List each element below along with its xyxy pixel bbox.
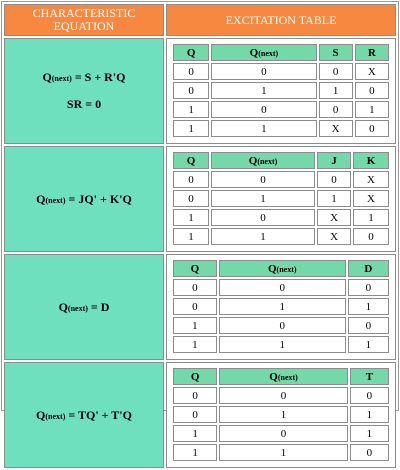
table-cell: 1 [317, 190, 351, 207]
table-cell: X [355, 63, 389, 80]
column-header-label: Q [269, 370, 278, 383]
characteristic-equation [5, 408, 163, 423]
table-cell: 1 [219, 444, 347, 461]
table-cell: 0 [219, 425, 347, 442]
equation-variable: Q [42, 70, 52, 84]
column-header-label: K [366, 154, 376, 167]
equation-subscript: (next) [45, 195, 66, 205]
table-row [173, 171, 389, 188]
column-header-label: Q [186, 46, 196, 59]
flip-flop-reference-table [1, 1, 399, 459]
excitation-header-row [173, 368, 389, 385]
table-row [173, 101, 389, 118]
table-cell: 1 [173, 425, 217, 442]
table-cell: 1 [219, 336, 346, 353]
table-cell: 1 [173, 444, 217, 461]
header-row [4, 4, 396, 36]
column-header-label: T [365, 370, 374, 383]
table-cell: 1 [355, 101, 389, 118]
equation-subscript: (next) [45, 411, 66, 421]
table-row [173, 82, 389, 99]
equation-subscript: (next) [67, 303, 88, 313]
table-row [173, 336, 389, 353]
table-cell: 0 [219, 387, 347, 404]
table-cell: 0 [319, 63, 353, 80]
table-cell: 0 [348, 317, 389, 334]
column-header [317, 152, 351, 169]
excitation-table-sr [171, 42, 391, 139]
table-row [173, 63, 389, 80]
characteristic-equation-cell [4, 146, 164, 252]
excitation-header-row [173, 260, 389, 277]
table-row [173, 425, 389, 442]
column-header-subscript: (next) [276, 264, 297, 274]
equation-expression: = TQ' + T'Q [65, 407, 132, 422]
column-header [319, 44, 353, 61]
column-header-label: Q [186, 154, 196, 167]
table-cell: 1 [173, 209, 209, 226]
table-row [173, 190, 389, 207]
table-cell: 0 [219, 279, 346, 296]
column-header [219, 260, 346, 277]
column-header-label: J [331, 154, 337, 167]
excitation-table-cell [166, 38, 396, 144]
equation-expression: = JQ' + K'Q [65, 191, 132, 206]
table-cell: 0 [173, 171, 209, 188]
sections-body [4, 38, 396, 468]
column-header [353, 152, 389, 169]
column-header [173, 260, 217, 277]
table-row [173, 444, 389, 461]
column-header [211, 152, 315, 169]
table-row [173, 209, 389, 226]
column-header-subscript: (next) [257, 156, 278, 166]
table-cell: 1 [319, 82, 353, 99]
table-row [173, 406, 389, 423]
table-cell: 1 [173, 101, 209, 118]
table-cell: 0 [317, 171, 351, 188]
excitation-header-row [173, 152, 389, 169]
excitation-table-header: EXCITATION TABLE [166, 4, 396, 36]
section-row-t [4, 362, 396, 468]
column-header-label: Q [267, 262, 277, 275]
table-row [173, 298, 389, 315]
characteristic-equation [5, 192, 163, 207]
table-cell: 0 [319, 101, 353, 118]
table-cell: 0 [350, 387, 389, 404]
section-row-sr [4, 38, 396, 144]
table-cell: 0 [211, 63, 316, 80]
column-header [211, 44, 316, 61]
table-cell: 1 [173, 228, 209, 245]
table-cell: 0 [173, 82, 209, 99]
characteristic-equation-header: CHARACTERISTIC EQUATION [4, 4, 164, 36]
column-header-label: Q [249, 46, 259, 59]
column-header [348, 260, 389, 277]
equation-variable: Q [36, 191, 46, 206]
table-cell: 1 [350, 406, 389, 423]
table-cell: X [353, 171, 389, 188]
table-cell: 1 [219, 298, 346, 315]
table-cell: 0 [173, 190, 209, 207]
column-header [173, 368, 217, 385]
table-cell: X [353, 190, 389, 207]
excitation-header-row [173, 44, 389, 61]
excitation-table-jk [171, 150, 391, 247]
equation-variable: Q [36, 407, 46, 422]
table-cell: 1 [348, 298, 389, 315]
excitation-table-d [171, 258, 391, 355]
column-header-label: Q [248, 154, 258, 167]
table-cell: 1 [173, 336, 217, 353]
table-cell: 1 [348, 336, 389, 353]
table-row [173, 317, 389, 334]
table-cell: 0 [355, 120, 389, 137]
table-cell: 0 [173, 387, 217, 404]
column-header [219, 368, 347, 385]
table-cell: 1 [211, 82, 316, 99]
table-cell: 1 [173, 317, 217, 334]
table-cell: 1 [211, 228, 315, 245]
table-cell: X [317, 209, 351, 226]
table-cell: 0 [350, 444, 389, 461]
equation-variable: Q [58, 299, 68, 314]
table-cell: 0 [355, 82, 389, 99]
table-cell: 0 [348, 279, 389, 296]
table-cell: 0 [353, 228, 389, 245]
excitation-table-cell [166, 146, 396, 252]
table-cell: 0 [219, 317, 346, 334]
table-cell: 1 [211, 190, 315, 207]
column-header-label: Q [190, 370, 200, 383]
table-row [173, 387, 389, 404]
table-cell: 0 [173, 298, 217, 315]
column-header-label: R [367, 46, 376, 59]
characteristic-equation [5, 300, 163, 315]
column-header [350, 368, 389, 385]
table-cell: X [317, 228, 351, 245]
column-header [173, 152, 209, 169]
characteristic-equation-cell [4, 254, 164, 360]
column-header [173, 44, 209, 61]
column-header-label: S [332, 46, 339, 59]
column-header-subscript: (next) [277, 372, 298, 382]
equation-expression: = D [87, 299, 110, 314]
equation-expression: = S + R'Q [71, 70, 126, 84]
table-row [173, 228, 389, 245]
table-row [173, 279, 389, 296]
equation-subscript: (next) [51, 74, 72, 83]
table-cell: X [319, 120, 353, 137]
outer-table [2, 2, 398, 470]
characteristic-equation-cell [4, 38, 164, 144]
table-cell: 1 [350, 425, 389, 442]
table-cell: 1 [173, 120, 209, 137]
column-header-subscript: (next) [258, 48, 279, 58]
table-cell: 0 [173, 406, 217, 423]
column-header-label: Q [190, 262, 200, 275]
table-cell: 0 [173, 279, 217, 296]
table-cell: 0 [211, 171, 315, 188]
characteristic-equation [5, 70, 163, 85]
table-cell: 0 [173, 63, 209, 80]
column-header [355, 44, 389, 61]
table-cell: 1 [219, 406, 347, 423]
table-cell: 1 [353, 209, 389, 226]
column-header-label: D [364, 262, 373, 275]
table-cell: 0 [211, 209, 315, 226]
excitation-table-cell [166, 254, 396, 360]
table-cell: 1 [211, 120, 316, 137]
table-cell: 0 [211, 101, 316, 118]
excitation-table-t [171, 366, 391, 463]
excitation-table-cell [166, 362, 396, 468]
table-row [173, 120, 389, 137]
section-row-jk [4, 146, 396, 252]
section-row-d [4, 254, 396, 360]
characteristic-equation-cell [4, 362, 164, 468]
equation-constraint: SR = 0 [66, 97, 102, 111]
